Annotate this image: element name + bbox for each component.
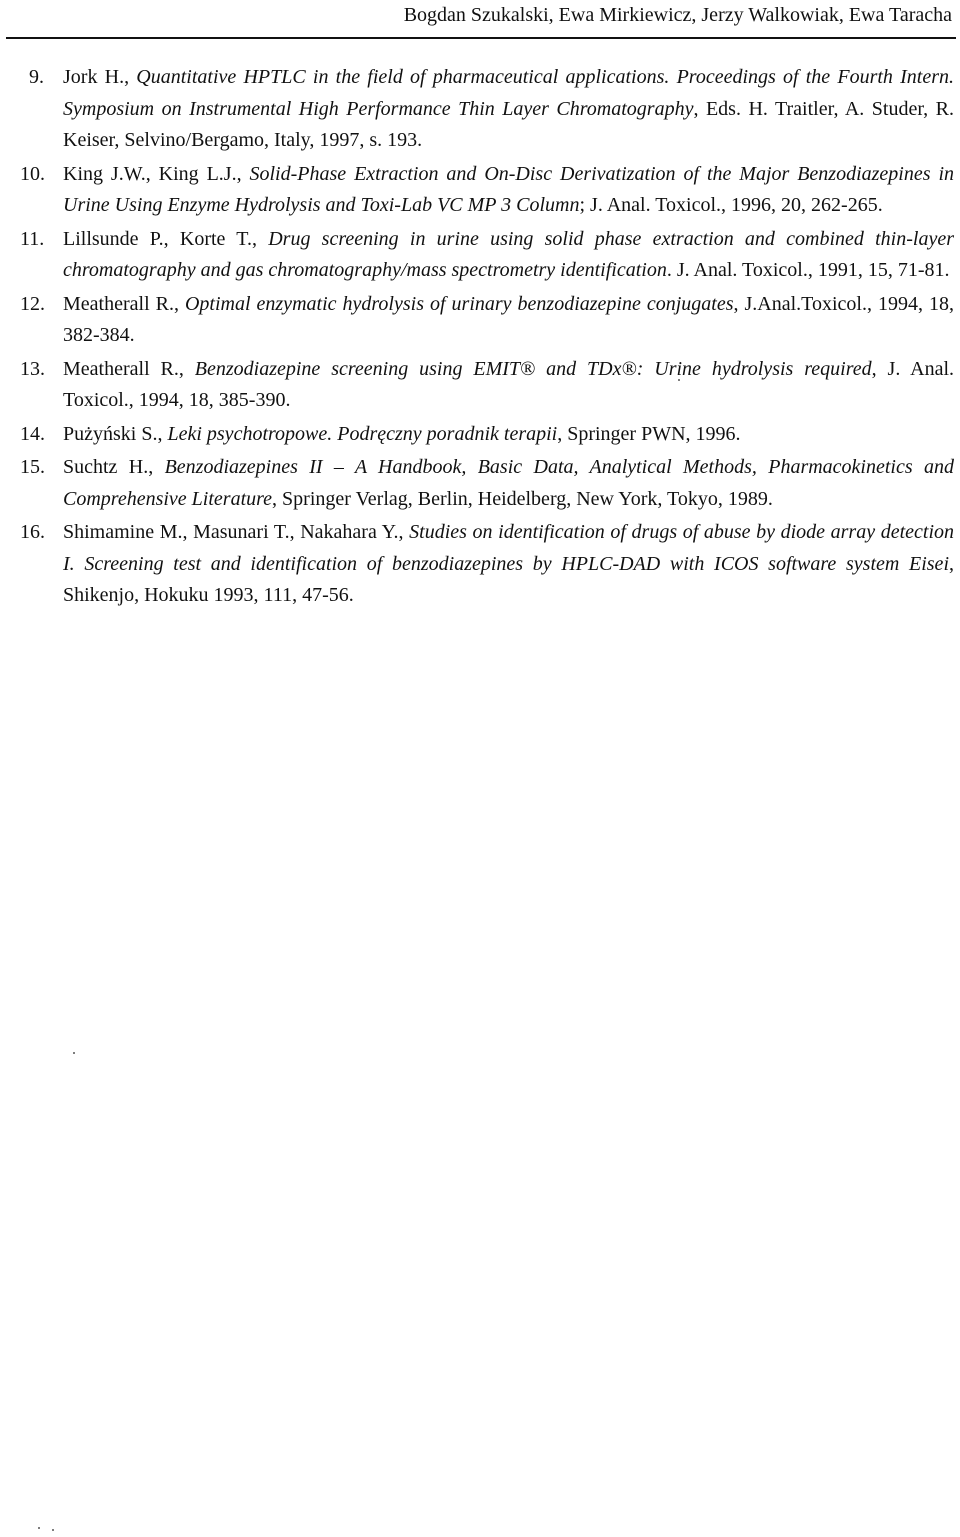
reference-item-14 [20, 419, 954, 451]
reference-title: Benzodiazepine screening using EMIT® and TDx®: Urine hydrolysis required [194, 357, 872, 380]
reference-source: , J.Anal.Toxicol., 1994, 18, 382-384. [63, 292, 954, 346]
reference-source: , J. Anal. Toxicol., 1994, 18, 385-390. [63, 357, 954, 411]
reference-number: 11. [20, 227, 45, 250]
reference-authors: Suchtz H., [63, 456, 165, 478]
reference-list [20, 62, 954, 614]
reference-item-16 [20, 517, 954, 612]
reference-source: , Springer PWN, 1996. [557, 422, 741, 445]
reference-number: 16. [20, 521, 45, 543]
reference-item-10 [20, 159, 954, 222]
header-authors: Bogdan Szukalski, Ewa Mirkiewicz, Jerzy Walkowiak, Ewa Taracha [403, 4, 952, 26]
reference-title: Studies on identification of drugs of abuse by diode array detection I. Screening test and identification of benzodiazepines by HPLC-DAD with ICOS software system Eisei [63, 521, 954, 575]
reference-authors: Meatherall R., [63, 292, 185, 315]
reference-authors: Shimamine M., Masunari T., Nakahara Y., [63, 521, 410, 543]
reference-source: , Springer Verlag, Berlin, Heidelberg, New York, Tokyo, 1989. [272, 487, 773, 510]
header-rule [6, 37, 956, 39]
reference-title: Quantitative HPTLC in the field of pharmaceutical applications. Proceedings of the Fourth Intern. Symposium on Instrumental High Performance Thin Layer Chromatography [63, 66, 954, 120]
reference-source: . J. Anal. Toxicol., 1991, 15, 71-81. [666, 259, 950, 281]
running-header [404, 2, 952, 28]
reference-authors: Lillsunde P., Korte T., [63, 227, 269, 250]
scan-speck [38, 1527, 40, 1529]
reference-item-11 [20, 224, 954, 287]
reference-authors: Jork H., [63, 66, 137, 88]
reference-number: 14. [20, 422, 45, 445]
reference-authors: King J.W., King L.J., [63, 162, 250, 185]
reference-item-9 [20, 62, 954, 157]
reference-item-13 [20, 354, 954, 417]
reference-authors: Meatherall R., [63, 357, 195, 380]
reference-item-15 [20, 452, 954, 515]
reference-number: 10. [20, 162, 45, 185]
scan-speck [52, 1529, 54, 1531]
reference-number: 9. [29, 66, 44, 88]
reference-source: ; J. Anal. Toxicol., 1996, 20, 262-265. [579, 194, 883, 216]
reference-title: Optimal enzymatic hydrolysis of urinary benzodiazepine conjugates [184, 292, 734, 315]
reference-number: 15. [20, 456, 45, 478]
reference-title: Benzodiazepines II – A Handbook, Basic Data, Analytical Methods, Pharmacokinetics and Comprehensive Literature [63, 456, 954, 510]
reference-number: 13. [20, 357, 45, 380]
reference-source: , Eds. H. Traitler, A. Studer, R. Keiser, Selvino/Bergamo, Italy, 1997, s. 193. [63, 97, 954, 151]
reference-title: Drug screening in urine using solid phase extraction and combined thin-layer chromatography and gas chromatography/mass spectrometry identification [63, 227, 954, 281]
reference-source: , Shikenjo, Hokuku 1993, 111, 47-56. [63, 552, 954, 606]
scan-speck [678, 379, 680, 381]
reference-title: Leki psychotropowe. Podręczny poradnik terapii [167, 422, 558, 445]
reference-item-12 [20, 289, 954, 352]
reference-number: 12. [20, 292, 45, 315]
reference-authors: Pużyński S., [63, 422, 168, 445]
reference-title: Solid-Phase Extraction and On-Disc Derivatization of the Major Benzodiazepines in Urine Using Enzyme Hydrolysis and Toxi-Lab VC MP 3 Column [63, 162, 954, 216]
scan-speck [73, 1052, 75, 1054]
